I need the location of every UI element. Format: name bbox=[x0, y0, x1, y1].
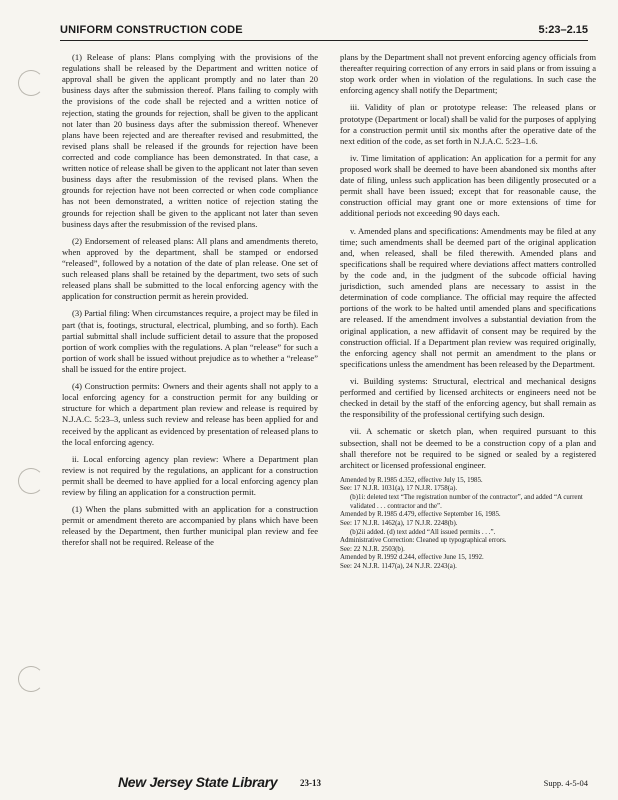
binder-hole-mark bbox=[18, 666, 44, 692]
paragraph-released-plans: (1) When the plans submitted with an application for a construction permit or amendment thereto are accompanied by plans which have been released by the Department, then further municipal plan review and fee therefor shall not be required. Release of the bbox=[62, 504, 318, 548]
history-note: Amended by R.1985 d.352, effective July 15, 1985. bbox=[340, 476, 483, 484]
history-note: (b)2ii added. (d) text added “All issued permits . . .”. bbox=[350, 528, 496, 536]
history-note: Amended by R.1985 d.479, effective September 16, 1985. bbox=[340, 511, 501, 519]
paragraph-partial-filing: (3) Partial filing: When circumstances require, a project may be filed in part (that is, footings, structural, electrical, plumbing, and so forth). Each partial submittal shall include sufficient detail to assure that the proposed portion of work complies with the regulations. A plan “release” for such a portion of work shall be issued without prejudice as to whether a “release” shall be issued for the entire project. bbox=[62, 308, 318, 374]
paragraph-continuation: plans by the Department shall not prevent enforcing agency officials from thereafter requiring correction of any errors in said plans or from issuing a stop work order when in violation of the regulations. In such case the enforcing agency shall notify the Department; bbox=[340, 52, 596, 96]
paragraph-construction-permits: (4) Construction permits: Owners and their agents shall not apply to a local enforcing agency for a construction permit for any building or structure for which a department plan review and release is required by N.J.A.C. 5:23–3, unless such review and release has been applied for and received by the applicant as evidenced by presentation of released plans to the local enforcing agency. bbox=[62, 381, 318, 447]
history-note: See: 24 N.J.R. 1147(a), 24 N.J.R. 2243(a). bbox=[340, 563, 457, 571]
paragraph-release-of-plans: (1) Release of plans: Plans complying with the provisions of the regulations shall be released by the Department and written notice of approval shall be given the applicant promptly and no later than 20 business days after the submission thereof. Plans failing to comply with the provisions of the code shall be rejected and a written notice of rejection, stating the grounds for rejection, shall be given to the applicant not later than 20 business days after the submission thereof. Whenever plans have been rejected and are thereafter revised and resubmitted, the revised plans shall be released if the grounds for rejection have been corrected and code compliance has been demonstrated. In that case, a written notice of release shall be given to the applicant not later than seven business days after the resubmission of the revised plans. When the grounds for rejection have not been corrected or when code compliance has not been demonstrated, a written notice of rejection stating the grounds for rejection shall be given to the applicant not later than seven business days after the resubmission of the revised plans. bbox=[62, 52, 318, 229]
binder-hole-mark bbox=[18, 468, 44, 494]
paragraph-validity: iii. Validity of plan or prototype release: The released plans or prototype (Department or local) shall be valid for the purposes of applying for a construction permit until six months after the operative date of the next edition of the code, as set forth in N.J.A.C. 5:23–1.6. bbox=[340, 102, 596, 146]
history-note: (b)1i: deleted text “The registration number of the contractor”, and added “A current validated . . . contractor and the”. bbox=[350, 494, 583, 510]
history-note: See: 22 N.J.R. 2503(b). bbox=[340, 545, 405, 553]
chapter-title: UNIFORM CONSTRUCTION CODE bbox=[60, 24, 243, 36]
paragraph-endorsement: (2) Endorsement of released plans: All plans and amendments thereto, when approved by the department, shall be stamped or endorsed “released”, followed by a notation of the date of plan release. One set of such released plans shall be retained by the department, two sets of such released plans shall be submitted to the local enforcing agency with the application for construction permit as herein provided. bbox=[62, 235, 318, 302]
history-note: Administrative Correction: Cleaned up typographical errors. bbox=[340, 537, 507, 545]
page-number: 23-13 bbox=[300, 778, 321, 788]
history-notes bbox=[340, 477, 596, 572]
library-logo: New Jersey State Library bbox=[118, 774, 278, 790]
paragraph-local-plan-review: ii. Local enforcing agency plan review: Where a Department plan review is not required by the regulations, an applicant for a construction permit shall be deemed to have applied for a local enforcing agency plan review by filing an application for a construction permit. bbox=[62, 453, 318, 498]
history-note: Amended by R.1992 d.244, effective June 15, 1992. bbox=[340, 554, 484, 562]
running-header bbox=[60, 22, 588, 41]
history-note: See: 17 N.J.R. 1462(a), 17 N.J.R. 2248(b). bbox=[340, 519, 458, 527]
paragraph-time-limitation: iv. Time limitation of application: An application for a permit for any proposed work shall be deemed to have been abandoned six months after date of filing, unless such application has been diligently prosecuted or a permit shall have been issued; except that for reasonable cause, the construction official may grant one or more extensions of time for additional periods not exceeding 90 days each. bbox=[340, 152, 596, 219]
binder-hole-mark bbox=[18, 70, 44, 96]
section-number: 5:23–2.15 bbox=[538, 24, 588, 36]
right-column bbox=[340, 52, 596, 572]
supplement-date: Supp. 4-5-04 bbox=[543, 778, 588, 788]
paragraph-amended-plans: v. Amended plans and specifications: Amendments may be filed at any time; such amendments shall be deemed part of the original application and, when released, shall be filed therewith. Amended plans and specifications shall be required where deviations affect matters controlled by the code and, in the judgment of the subcode official having jurisdiction, such amended plans are necessary to assist in the determination of code compliance. The official may require the affected portions of the work to be halted until amended plans and specifications are released. If the amendment involves a substantial deviation from the original application, a new affidavit of consent may be required by the construction official. If a Department plan review was required originally, the enforcing agency shall not permit an amendment to the plans or specifications unless the amendment has been released by the Department. bbox=[340, 225, 596, 369]
left-column bbox=[62, 52, 318, 555]
paragraph-schematic-plan: vii. A schematic or sketch plan, when required pursuant to this subsection, shall not be deemed to be a construction copy of a plan and shall therefore not be required to be signed or sealed by a registered architect or licensed professional engineer. bbox=[340, 426, 596, 470]
paragraph-building-systems: vi. Building systems: Structural, electrical and mechanical designs performed and certified by licensed architects or engineers need not be checked in detail by the staff of the enforcing agency, but shall remain as the responsibility of the professional certifying such design. bbox=[340, 375, 596, 420]
history-note: See: 17 N.J.R. 1031(a), 17 N.J.R. 1758(a). bbox=[340, 485, 458, 493]
